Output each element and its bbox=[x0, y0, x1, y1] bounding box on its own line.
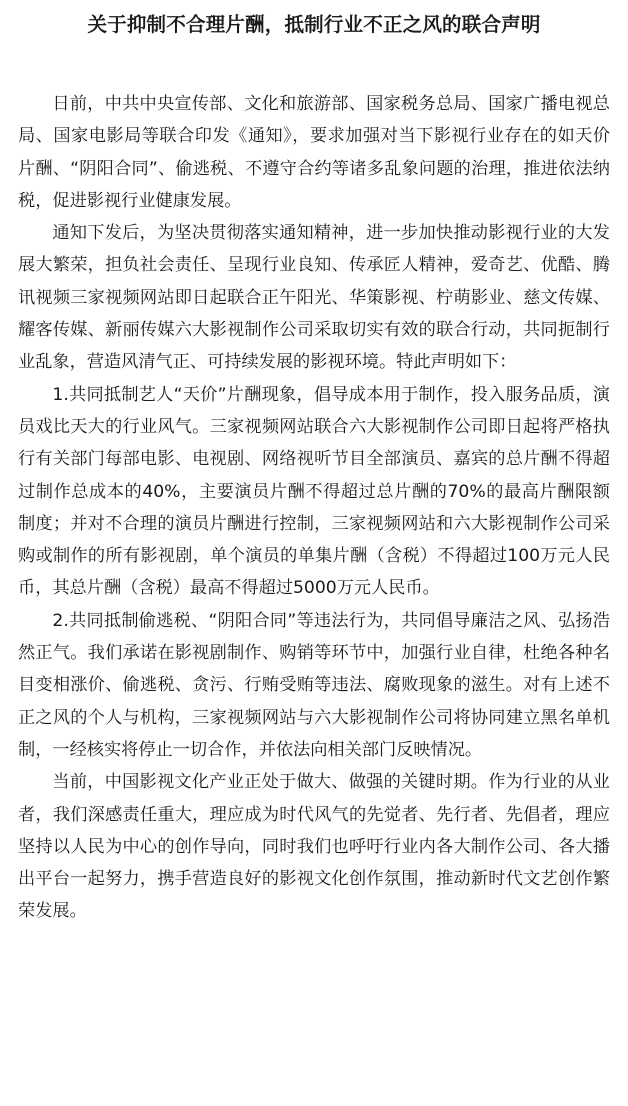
paragraph-conclusion: 当前，中国影视文化产业正处于做大、做强的关键时期。作为行业的从业者，我们深感责任重大，理应成为时代风气的先觉者、先行者、先倡者，理应坚持以人民为中心的创作导向，同时我们也呼吁行业内各大制作公司、各大播出平台一起努力，携手营造良好的影视文化创作氛围，推动新时代文艺创作繁荣发展。 bbox=[18, 772, 610, 922]
paragraph-point-1: 1.共同抵制艺人“天价”片酬现象，倡导成本用于制作，投入服务品质，演员戏比天大的行业风气。三家视频网站联合六大影视制作公司即日起将严格执行有关部门每部电影、电视剧、网络视听节目全部演员、嘉宾的总片酬不得超过制作总成本的40%，主要演员片酬不得超过总片酬的70%的最高片酬限额制度；并对不合理的演员片酬进行控制，三家视频网站和六大影视制作公司采购或制作的所有影视剧，单个演员的单集片酬（含税）不得超过100万元人民币，其总片酬（含税）最高不得超过5000万元人民币。 bbox=[18, 384, 610, 599]
paragraph-background: 通知下发后，为坚决贯彻落实通知精神，进一步加快推动影视行业的大发展大繁荣，担负社会责任、呈现行业良知、传承匠人精神，爱奇艺、优酷、腾讯视频三家视频网站即日起联合正午阳光、华策影视、柠萌影业、慈文传媒、耀客传媒、新丽传媒六大影视制作公司采取切实有效的联合行动，共同扼制行业乱象，营造风清气正、可持续发展的影视环境。特此声明如下： bbox=[18, 223, 610, 373]
paragraph-point-2: 2.共同抵制偷逃税、“阴阳合同”等违法行为，共同倡导廉洁之风、弘扬浩然正气。我们承诺在影视剧制作、购销等环节中，加强行业自律，杜绝各种名目变相涨价、偷逃税、贪污、行贿受贿等违法、腐败现象的滋生。对有上述不正之风的个人与机构，三家视频网站与六大影视制作公司将协同建立黑名单机制，一经核实将停止一切合作，并依法向相关部门反映情况。 bbox=[18, 610, 610, 760]
document-body bbox=[18, 88, 610, 928]
paragraph-intro: 日前，中共中央宣传部、文化和旅游部、国家税务总局、国家广播电视总局、国家电影局等联合印发《通知》，要求加强对当下影视行业存在的如天价片酬、“阴阳合同”、偷逃税、不遵守合约等诸多乱象问题的治理，推进依法纳税，促进影视行业健康发展。 bbox=[18, 94, 610, 211]
document-title: 关于抑制不合理片酬，抵制行业不正之风的联合声明 bbox=[87, 13, 541, 36]
